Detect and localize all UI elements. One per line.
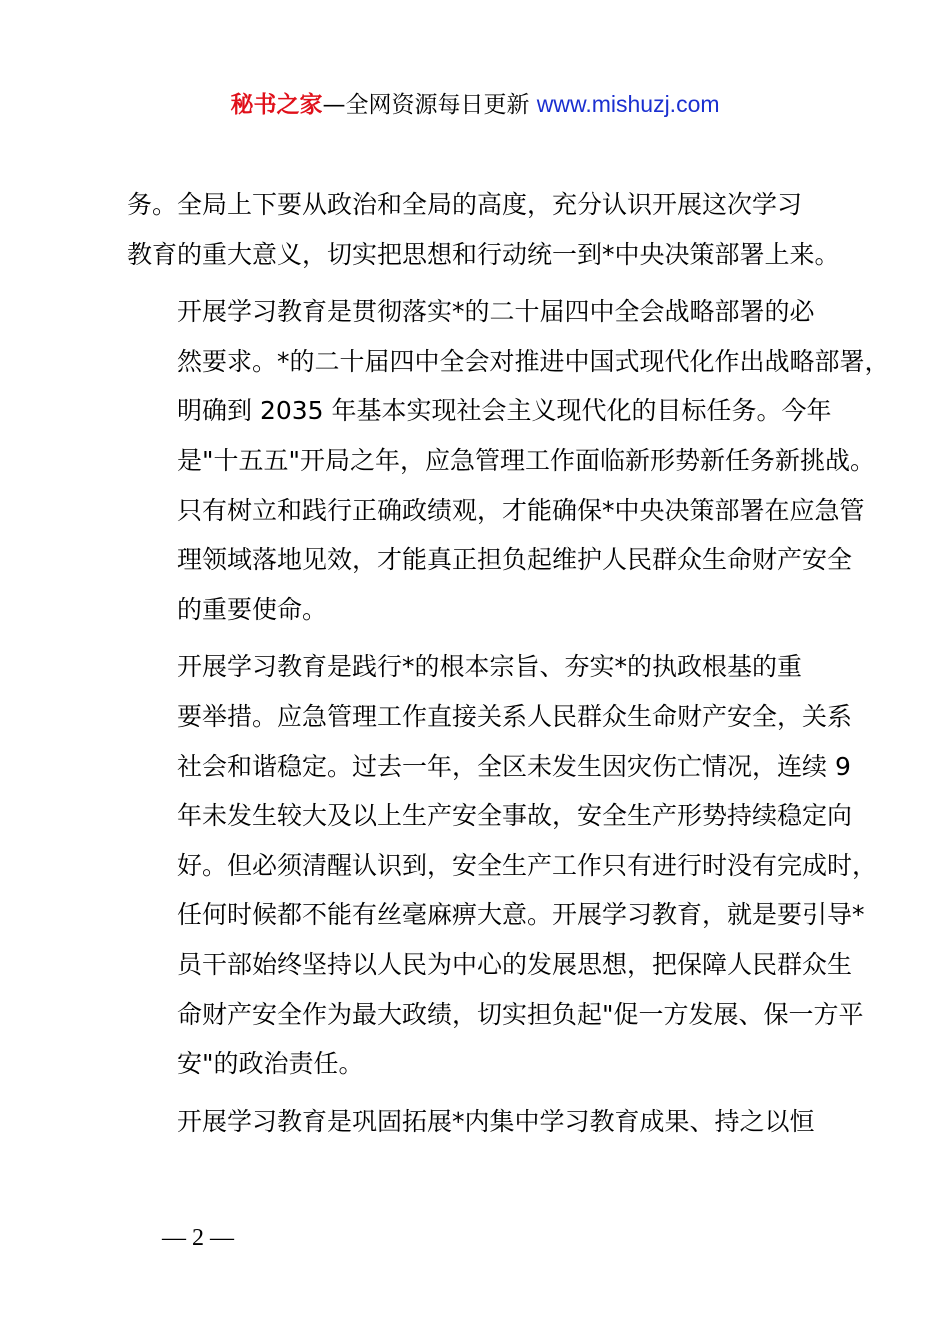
text-line: 开展学习教育是巩固拓展*内集中学习教育成果、持之以恒	[177, 1106, 815, 1136]
text-line: 的重要使命。	[177, 594, 328, 624]
text-line: 只有树立和践行正确政绩观，才能确保*中央决策部署在应急管	[177, 495, 865, 525]
text-line: 要举措。应急管理工作直接关系人民群众生命财产安全，关系	[177, 701, 853, 731]
text-line: 命财产安全作为最大政绩，切实担负起"促一方发展、保一方平	[177, 999, 864, 1029]
text-line: 年未发生较大及以上生产安全事故，安全生产形势持续稳定向	[177, 801, 853, 831]
text-line: 教育的重大意义，切实把思想和行动统一到*中央决策部署上来。	[127, 239, 840, 269]
text-line: 开展学习教育是践行*的根本宗旨、夯实*的执政根基的重	[177, 652, 803, 682]
text-line: 务。全局上下要从政治和全局的高度，充分认识开展这次学习	[127, 190, 803, 219]
site-url: www.mishuzj.com	[536, 91, 720, 117]
text-line: 员干部始终坚持以人民为中心的发展思想，把保障人民群众生	[177, 949, 853, 979]
page-header	[0, 86, 950, 123]
paragraph	[127, 287, 890, 634]
paragraph	[127, 1097, 835, 1147]
paragraph	[127, 180, 840, 279]
text-line: 开展学习教育是贯彻落实*的二十届四中全会战略部署的必	[177, 297, 815, 327]
text-line: 理领域落地见效，才能真正担负起维护人民群众生命财产安全	[177, 545, 853, 575]
text-line: 好。但必须清醒认识到，安全生产工作只有进行时没有完成时，	[177, 850, 878, 880]
text-line: 安"的政治责任。	[177, 1049, 364, 1079]
site-tagline: —全网资源每日更新	[322, 92, 537, 118]
text-line: 任何时候都不能有丝毫麻痹大意。开展学习教育，就是要引导*	[177, 900, 865, 930]
paragraph	[127, 642, 878, 1088]
text-line: 然要求。*的二十届四中全会对推进中国式现代化作出战略部署，	[177, 346, 890, 376]
document-body	[127, 180, 890, 1154]
text-line: 是"十五五"开局之年，应急管理工作面临新形势新任务新挑战。	[177, 445, 876, 475]
text-line: 明确到 2035 年基本实现社会主义现代化的目标任务。今年	[177, 396, 832, 426]
text-line: 社会和谐稳定。过去一年，全区未发生因灾伤亡情况，连续 9	[177, 751, 851, 781]
site-brand: 秘书之家	[230, 92, 323, 118]
page-number: — 2 —	[162, 1225, 234, 1251]
